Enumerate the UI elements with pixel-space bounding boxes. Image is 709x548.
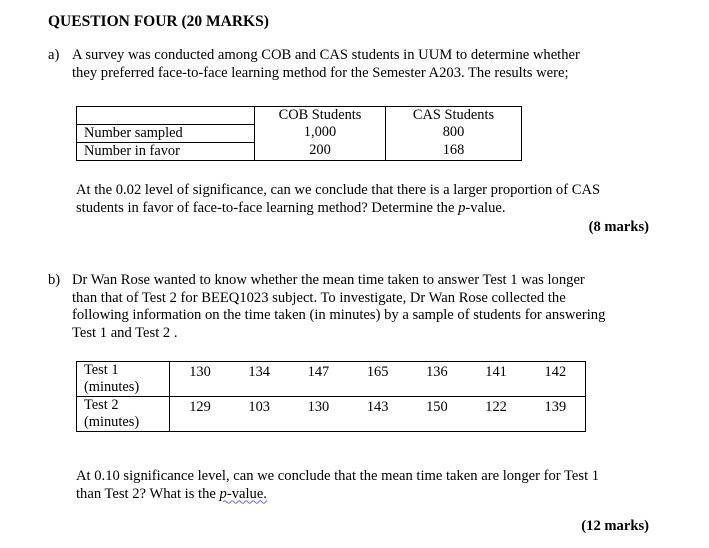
- table-row: [77, 397, 586, 432]
- p-value-italic: p: [219, 485, 227, 502]
- table-header-cell: [77, 107, 255, 125]
- table-cell: 150: [407, 397, 466, 432]
- row-label-line2: (minutes): [84, 414, 140, 430]
- row-label-line2: (minutes): [84, 379, 140, 395]
- survey-table: [76, 106, 522, 161]
- part-b-intro-line1: Dr Wan Rose wanted to know whether the mean time taken to answer Test 1 was longer: [72, 272, 585, 288]
- part-a-question-line2-pre: students in favor of face-to-face learning method? Determine the: [76, 199, 459, 216]
- part-a-question-line2-post: -value.: [465, 199, 506, 216]
- row-label: [77, 397, 170, 432]
- part-a-marks: (8 marks): [588, 219, 649, 235]
- row-label: Number in favor: [77, 142, 255, 160]
- table-cell: 130: [189, 364, 211, 380]
- part-b-intro: [72, 272, 649, 342]
- time-table: [76, 361, 586, 432]
- table-cell: 122: [466, 397, 525, 432]
- table-cell: 1,000: [255, 124, 386, 142]
- table-cell: 165: [366, 364, 389, 380]
- table-cell: 200: [255, 142, 386, 160]
- part-b-intro-line4: Test 1 and Test 2 .: [72, 324, 178, 341]
- table-cell: 130: [289, 397, 348, 432]
- part-a-intro-line2: they preferred face-to-face learning method for the Semester A203. The results were;: [72, 64, 569, 81]
- table-cell: 147: [307, 364, 330, 380]
- table-row: [77, 124, 522, 142]
- table-cell: 142: [544, 364, 567, 380]
- part-b-marks: (12 marks): [581, 518, 649, 534]
- table-cell: 136: [426, 364, 448, 380]
- table-cell: 139: [526, 397, 586, 432]
- part-a-question: [76, 182, 649, 217]
- table-cell: 103: [230, 397, 289, 432]
- table-header-cell: CAS Students: [386, 107, 522, 125]
- part-b-intro-line3: following information on the time taken (in minutes) by a sample of students for answering: [72, 307, 606, 323]
- p-value-italic: p: [458, 199, 466, 216]
- part-b-question-line1: At 0.10 significance level, can we conclude that the mean time taken are longer for Test 1: [76, 468, 600, 484]
- question-heading: QUESTION FOUR (20 MARKS): [48, 13, 269, 30]
- table-row: [77, 362, 586, 397]
- table-row: [77, 142, 522, 160]
- row-label-line1: Test 2: [84, 397, 119, 413]
- part-a-intro: [72, 47, 649, 82]
- table-cell: 129: [170, 397, 230, 432]
- table-cell: 143: [348, 397, 407, 432]
- table-header-cell: COB Students: [255, 107, 386, 125]
- row-label: [77, 362, 170, 397]
- part-b-question-line2-pre: than Test 2? What is the: [76, 485, 220, 502]
- part-a-intro-line1: A survey was conducted among COB and CAS students in UUM to determine whether: [72, 47, 580, 63]
- part-b-question: [76, 468, 649, 503]
- part-a-label: a): [48, 47, 60, 63]
- p-value-underlined: [220, 486, 267, 502]
- part-b-intro-line2: than that of Test 2 for BEEQ1023 subject. To investigate, Dr Wan Rose collected the: [72, 289, 566, 306]
- row-label: Number sampled: [84, 124, 183, 141]
- part-b-question-line2-post: -value.: [226, 485, 267, 502]
- row-label-line1: Test 1: [84, 362, 119, 378]
- table-cell: 134: [248, 364, 270, 380]
- table-cell: 800: [386, 124, 522, 142]
- table-cell: 168: [386, 142, 522, 160]
- part-a-question-line1: At the 0.02 level of significance, can we conclude that there is a larger proportion of CAS: [76, 182, 601, 198]
- part-b-label: b): [48, 272, 61, 288]
- table-cell: 141: [485, 364, 507, 380]
- table-header-row: [77, 107, 522, 125]
